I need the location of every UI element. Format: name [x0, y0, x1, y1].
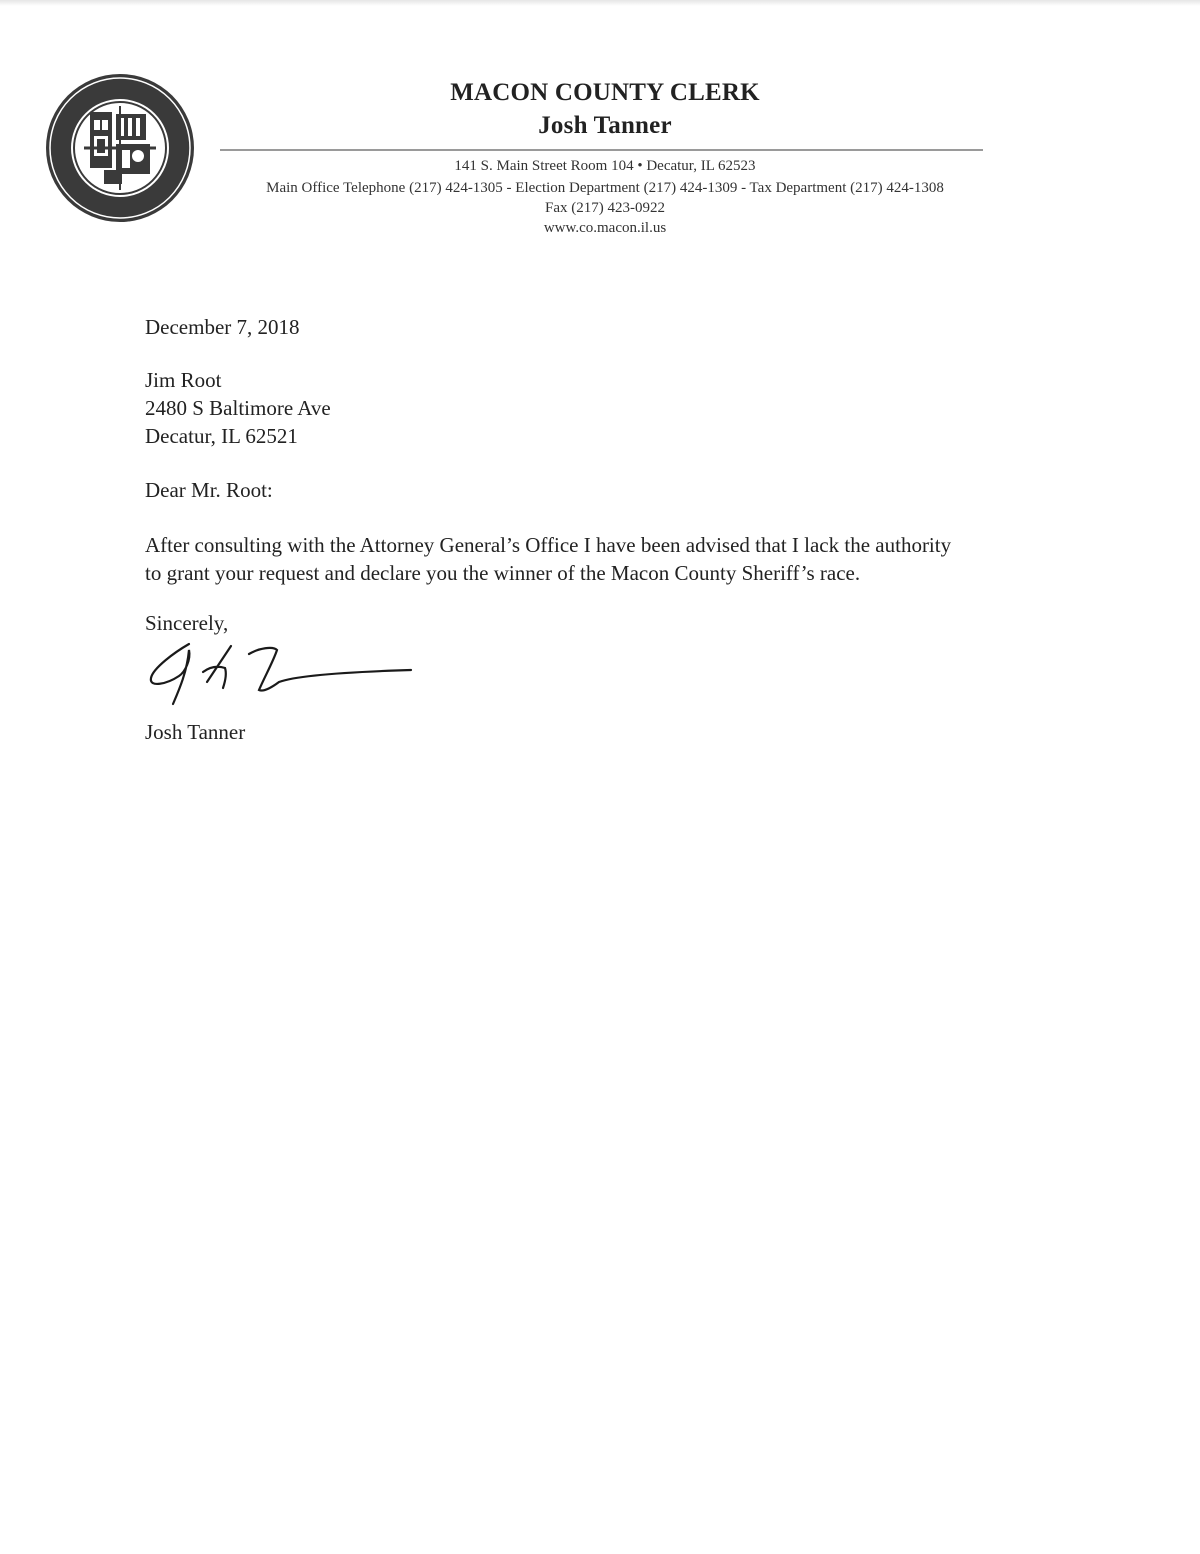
clerk-name: Josh Tanner: [538, 112, 672, 139]
recipient-street: 2480 S Baltimore Ave: [145, 396, 331, 420]
recipient-city: Decatur, IL 62521: [145, 424, 298, 448]
recipient-name: Jim Root: [145, 368, 222, 392]
office-title: MACON COUNTY CLERK: [450, 79, 760, 106]
county-seal-icon: [44, 72, 196, 224]
scan-edge: [0, 0, 1200, 6]
office-website: www.co.macon.il.us: [543, 220, 667, 236]
paragraph-line-1: After consulting with the Attorney General’s Office I have been advised that I lack the authority: [145, 533, 952, 557]
letter-date: December 7, 2018: [145, 315, 300, 339]
office-fax: Fax (217) 423-0922: [545, 200, 665, 216]
salutation: Dear Mr. Root:: [145, 478, 273, 502]
letterhead-divider: [220, 149, 983, 151]
handwritten-signature: [145, 632, 425, 710]
paragraph-line-2: to grant your request and declare you the winner of the Macon County Sheriff’s race.: [145, 561, 861, 585]
office-address: 141 S. Main Street Room 104 • Decatur, IL 62523: [454, 158, 756, 174]
closing: Sincerely,: [145, 611, 229, 635]
county-seal-logo: [44, 72, 196, 224]
signer-name: Josh Tanner: [145, 720, 246, 744]
office-phones: Main Office Telephone (217) 424-1305 - Election Department (217) 424-1309 - Tax Department (217) 424-1308: [266, 180, 944, 196]
